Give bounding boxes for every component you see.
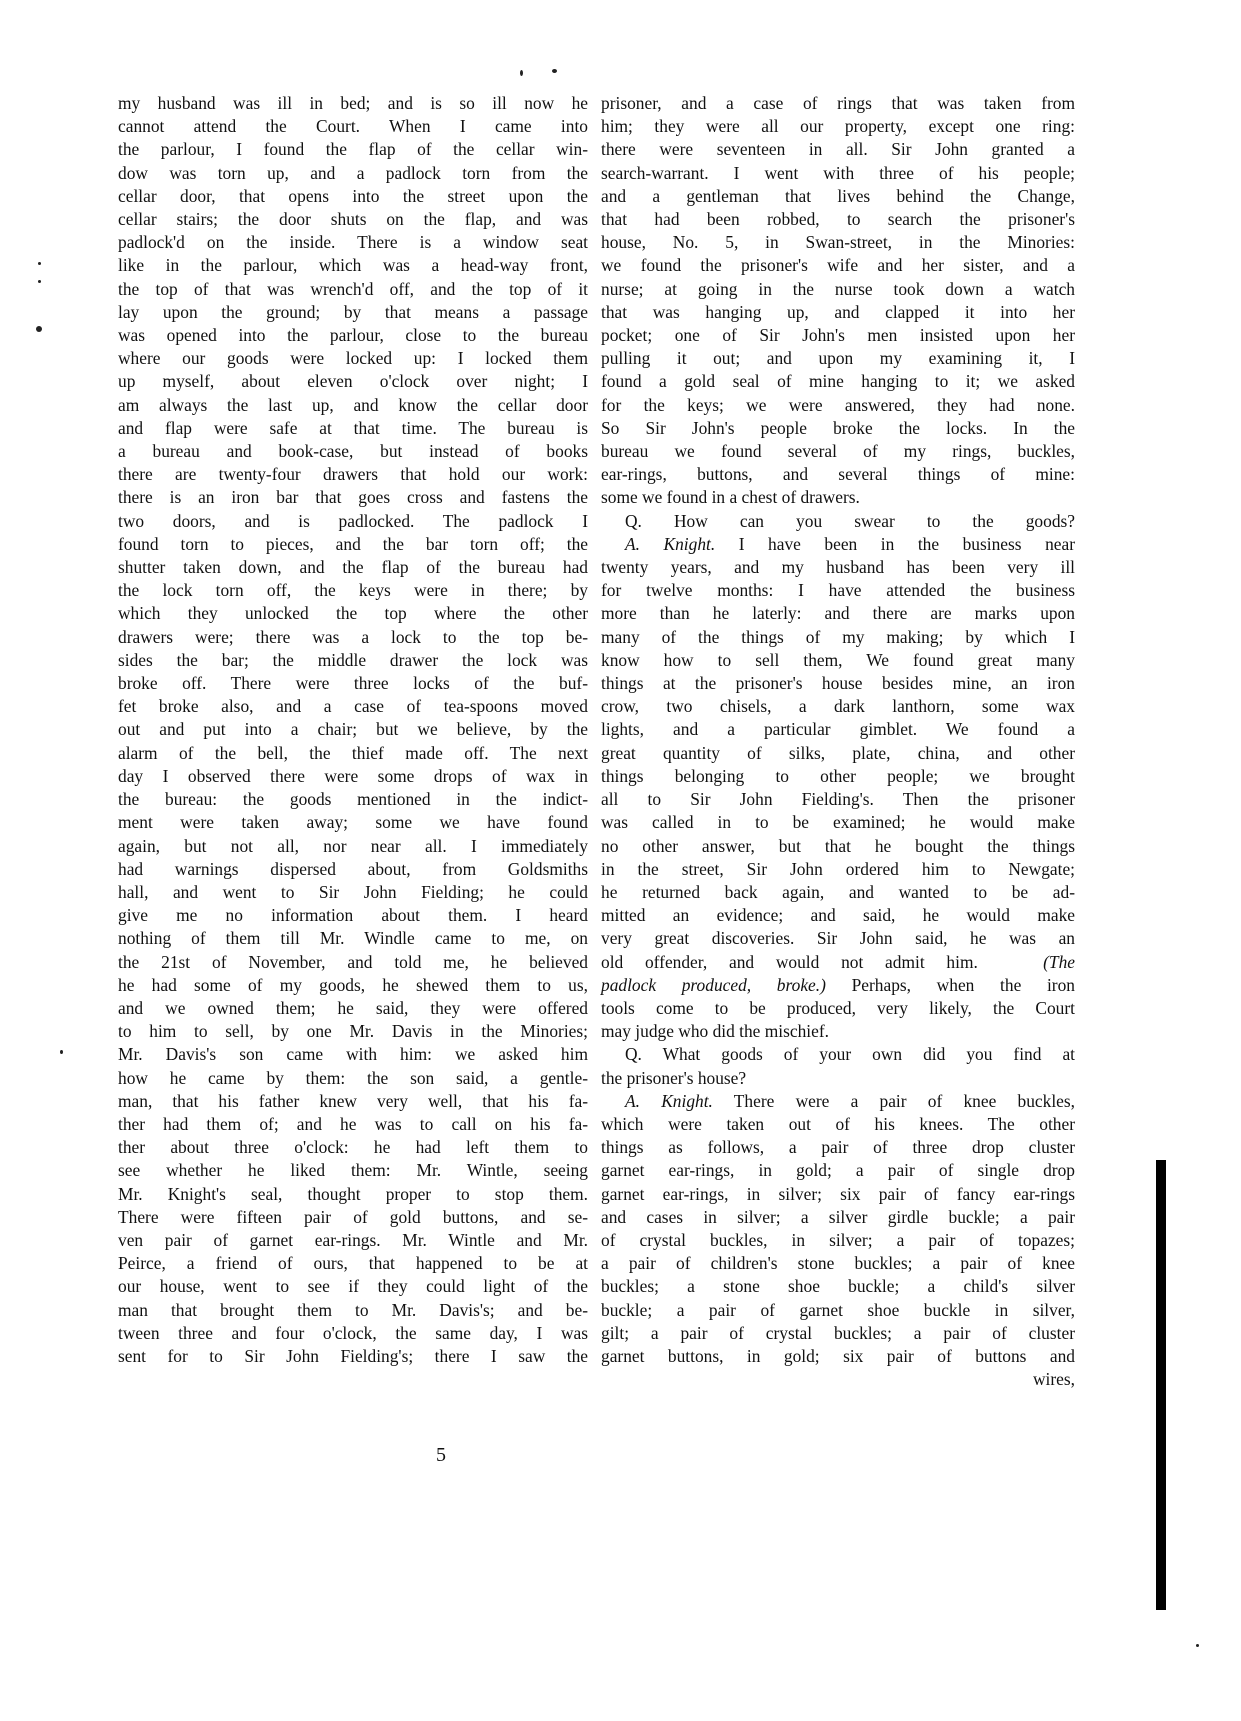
right-text-line: search-warrant. I went with three of his people; — [601, 162, 1075, 183]
answer-1-tail-2-text: Perhaps, when the iron — [825, 974, 1075, 995]
left-text-line: There were fifteen pair of gold buttons, and se- — [118, 1206, 588, 1227]
left-text-line: day I observed there were some drops of wax in — [118, 765, 588, 786]
left-text-line: out and put into a chair; but we believe, by the — [118, 719, 588, 740]
left-text-line: where our goods were locked up: I locked them — [118, 348, 588, 369]
answer-2-line-0: There were a pair of knee buckles, — [712, 1090, 1075, 1111]
answer-2-body — [601, 1113, 1075, 1368]
left-text-line: how he came by them: the son said, a gentle- — [118, 1067, 588, 1088]
left-text-line: was opened into the parlour, close to the bureau — [118, 325, 588, 346]
answer-1-label: A. Knight. — [625, 533, 716, 554]
scan-speck — [60, 1050, 63, 1054]
answer-1-tail-3 — [601, 997, 1075, 1043]
left-text-line: sides the bar; the middle drawer the lock was — [118, 649, 588, 670]
right-text-line: pulling it out; and upon my examining it, I — [601, 348, 1075, 369]
right-text-line: house, No. 5, in Swan-street, in the Minories: — [601, 232, 1075, 253]
question-1: Q. How can you swear to the goods? — [625, 510, 1075, 531]
right-text-line: for the keys; we were answered, they had none. — [601, 394, 1075, 415]
answer-1-tail-line: tools come to be produced, very likely, the Court — [601, 997, 1075, 1018]
answer-1-line: very great discoveries. Sir John said, he was an — [601, 928, 1075, 949]
left-text-line: which they unlocked the top where the other — [118, 603, 588, 624]
left-text-line: two doors, and is padlocked. The padlock I — [118, 510, 588, 531]
right-text-line: there were seventeen in all. Sir John granted a — [601, 139, 1075, 160]
left-text-line: our house, went to see if they could light of the — [118, 1276, 588, 1297]
left-text-line: cellar stairs; the door shuts on the flap, and was — [118, 209, 588, 230]
answer-1-tail — [601, 951, 1075, 974]
page-number: 5 — [436, 1444, 446, 1466]
scan-speck — [552, 69, 557, 73]
catchword: wires, — [1032, 1369, 1075, 1390]
answer-2-line: which were taken out of his knees. The other — [601, 1113, 1075, 1134]
left-text-line: my husband was ill in bed; and is so ill now he — [118, 93, 588, 113]
answer-1-first-line — [601, 533, 1075, 556]
answer-1-tail-text: old offender, and would not admit him. — [601, 951, 978, 972]
right-text-line: him; they were all our property, except one ring: — [601, 116, 1075, 137]
right-text-line: prisoner, and a case of rings that was taken from — [601, 93, 1075, 113]
left-text-line: like in the parlour, which was a head-way front, — [118, 255, 588, 276]
right-text-line: that had been robbed, to search the prisoner's — [601, 209, 1075, 230]
answer-1-line: lights, and a particular gimblet. We found a — [601, 719, 1075, 740]
answer-2-line: buckle; a pair of garnet shoe buckle in silver, — [601, 1299, 1075, 1320]
left-text-line: ven pair of garnet ear-rings. Mr. Wintle and Mr. — [118, 1229, 588, 1250]
left-text-line: and flap were safe at that time. The bureau is — [118, 417, 588, 438]
answer-1-body — [601, 556, 1075, 950]
left-text-line: hall, and went to Sir John Fielding; he could — [118, 881, 588, 902]
answer-1-line: things at the prisoner's house besides mine, an iron — [601, 673, 1075, 694]
left-text-line: he had some of my goods, he shewed them to us, — [118, 974, 588, 995]
question-2-line: Q. What goods of your own did you find at — [625, 1044, 1075, 1065]
left-text-line: the bureau: the goods mentioned in the indict- — [118, 789, 588, 810]
left-text-line: fet broke also, and a case of tea-spoons moved — [118, 696, 588, 717]
answer-1-tail-2-italic: padlock produced, broke.) — [601, 974, 826, 995]
answer-2-line: buckles; a stone shoe buckle; a child's silver — [601, 1276, 1075, 1297]
right-text-line: ear-rings, buttons, and several things of mine: — [601, 464, 1075, 485]
answer-1-line: no other answer, but that he bought the things — [601, 835, 1075, 856]
question-2 — [601, 1043, 1075, 1089]
right-text-line: we found the prisoner's wife and her sister, and a — [601, 255, 1075, 276]
left-text-line: ther had them of; and he was to call on his fa- — [118, 1113, 588, 1134]
answer-2-line: and cases in silver; a silver girdle buckle; a pair — [601, 1206, 1075, 1227]
answer-2-line: a pair of children's stone buckles; a pair of knee — [601, 1253, 1075, 1274]
left-text-line: padlock'd on the inside. There is a window seat — [118, 232, 588, 253]
answer-1-line: know how to sell them, We found great many — [601, 649, 1075, 670]
answer-1-line: in the street, Sir John ordered him to Newgate; — [601, 858, 1075, 879]
left-text-line: cellar door, that opens into the street upon the — [118, 185, 588, 206]
answer-1-line: mitted an evidence; and said, he would make — [601, 905, 1075, 926]
left-text-line: the 21st of November, and told me, he believed — [118, 951, 588, 972]
left-text-line: see whether he liked them: Mr. Wintle, seeing — [118, 1160, 588, 1181]
scan-speck — [38, 280, 41, 283]
answer-1-tail-line: may judge who did the mischief. — [601, 1021, 829, 1042]
left-text-line: Peirce, a friend of ours, that happened to be at — [118, 1253, 588, 1274]
left-text-line: broke off. There were three locks of the buf- — [118, 673, 588, 694]
left-text-line: to him to sell, by one Mr. Davis in the Minories; — [118, 1021, 588, 1042]
right-text-line: that was hanging up, and clapped it into her — [601, 301, 1075, 322]
right-paragraph-1 — [601, 92, 1075, 510]
right-text-line: some we found in a chest of drawers. — [601, 487, 860, 508]
answer-1-line: crow, two chisels, a dark lanthorn, some wax — [601, 696, 1075, 717]
right-column — [601, 92, 1075, 1391]
left-text-line: again, but not all, nor near all. I immediately — [118, 835, 588, 856]
answer-1-line-0: I have been in the business near — [715, 533, 1075, 554]
right-text-line: nurse; at going in the nurse took down a watch — [601, 278, 1075, 299]
left-text-line: man, that his father knew very well, that his fa- — [118, 1090, 588, 1111]
answer-2-line: garnet ear-rings, in gold; a pair of single drop — [601, 1160, 1075, 1181]
answer-1-line: great quantity of silks, plate, china, and other — [601, 742, 1075, 763]
left-column — [118, 92, 588, 1368]
answer-1-line: things belonging to other people; we brought — [601, 765, 1075, 786]
scan-speck — [38, 262, 41, 265]
left-text-line: drawers were; there was a lock to the top be- — [118, 626, 588, 647]
left-text-line: tween three and four o'clock, the same day, I was — [118, 1322, 588, 1343]
left-text-line: shutter taken down, and the flap of the bureau had — [118, 557, 588, 578]
left-text-line: alarm of the bell, the thief made off. The next — [118, 742, 588, 763]
answer-1-line: many of the things of my making; by which I — [601, 626, 1075, 647]
scan-speck — [520, 70, 523, 76]
left-text-line: there are twenty-four drawers that hold our work: — [118, 464, 588, 485]
left-text-line: up myself, about eleven o'clock over night; I — [118, 371, 588, 392]
answer-1-tail-italic: (The — [1043, 951, 1075, 972]
answer-1-line: for twelve months: I have attended the business — [601, 580, 1075, 601]
left-text-line: there is an iron bar that goes cross and fastens the — [118, 487, 588, 508]
right-text-line: So Sir John's people broke the locks. In the — [601, 417, 1075, 438]
left-text-line: Mr. Davis's son came with him: we asked him — [118, 1044, 588, 1065]
left-text-line: the parlour, I found the flap of the cellar win- — [118, 139, 588, 160]
answer-2-line: garnet buttons, in gold; six pair of buttons and — [601, 1345, 1075, 1366]
left-text-line: the top of that was wrench'd off, and the top of it — [118, 278, 588, 299]
answer-2-line: of crystal buckles, in silver; a pair of topazes; — [601, 1229, 1075, 1250]
answer-2-label: A. Knight. — [625, 1090, 713, 1111]
left-text-line: give me no information about them. I heard — [118, 905, 588, 926]
answer-2-line: gilt; a pair of crystal buckles; a pair of cluster — [601, 1322, 1075, 1343]
right-text-line: pocket; one of Sir John's men insisted upon her — [601, 325, 1075, 346]
right-text-line: found a gold seal of mine hanging to it; we asked — [601, 371, 1075, 392]
left-text-line: ther about three o'clock: he had left them to — [118, 1137, 588, 1158]
left-text-line: found torn to pieces, and the bar torn off; the — [118, 533, 588, 554]
left-text-line: cannot attend the Court. When I came into — [118, 116, 588, 137]
left-text-line: man that brought them to Mr. Davis's; and be- — [118, 1299, 588, 1320]
left-text-line: nothing of them till Mr. Windle came to me, on — [118, 928, 588, 949]
left-text-line: Mr. Knight's seal, thought proper to stop them. — [118, 1183, 588, 1204]
left-text-line: lay upon the ground; by that means a passage — [118, 301, 588, 322]
left-text-line: dow was torn up, and a padlock torn from the — [118, 162, 588, 183]
left-text-line: sent for to Sir John Fielding's; there I saw the — [118, 1345, 588, 1366]
left-text-line: a bureau and book-case, but instead of books — [118, 441, 588, 462]
question-2-line: the prisoner's house? — [601, 1067, 747, 1088]
left-text-line: the lock torn off, the keys were in there; by — [118, 580, 588, 601]
answer-1-line: twenty years, and my husband has been very ill — [601, 557, 1075, 578]
right-text-line: bureau we found several of my rings, buckles, — [601, 441, 1075, 462]
left-text-line: had warnings dispersed about, from Goldsmiths — [118, 858, 588, 879]
right-text-line: and a gentleman that lives behind the Change, — [601, 185, 1075, 206]
answer-1-line: more than he laterly: and there are marks upon — [601, 603, 1075, 624]
left-text-line: and we owned them; he said, they were offered — [118, 997, 588, 1018]
scan-edge-bar — [1156, 1160, 1166, 1610]
answer-1-line: all to Sir John Fielding's. Then the prisoner — [601, 789, 1075, 810]
answer-1-tail-2 — [601, 974, 1075, 997]
scan-speck — [1196, 1644, 1199, 1647]
left-text-line: am always the last up, and know the cellar door — [118, 394, 588, 415]
answer-2-first-line — [601, 1090, 1075, 1113]
answer-1-line: was called in to be examined; he would make — [601, 812, 1075, 833]
left-text-line: ment were taken away; some we have found — [118, 812, 588, 833]
scan-speck — [36, 326, 42, 332]
answer-2-line: things as follows, a pair of three drop cluster — [601, 1137, 1075, 1158]
answer-1-line: he returned back again, and wanted to be ad- — [601, 881, 1075, 902]
answer-2-line: garnet ear-rings, in silver; six pair of fancy ear-rings — [601, 1183, 1075, 1204]
